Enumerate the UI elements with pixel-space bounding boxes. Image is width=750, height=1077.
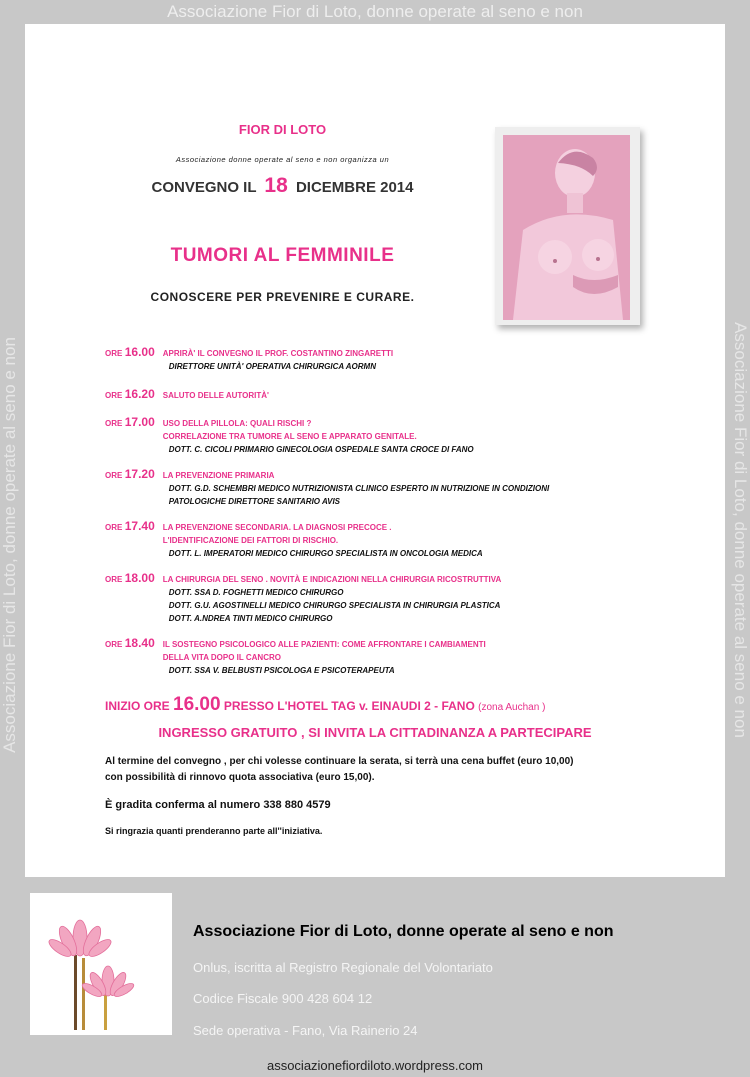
convegno-day: 18: [264, 174, 288, 197]
program-topic: DELLA VITA DOPO IL CANCRO: [162, 653, 281, 662]
website-url: associazionefiordiloto.wordpress.com: [266, 1058, 484, 1073]
watermark-left: Associazione Fior di Loto, donne operate al seno e non: [0, 337, 19, 753]
program-speaker: DOTT. A.NDREA TINTI MEDICO CHIRURGO: [168, 614, 333, 623]
program-time: 18.00: [124, 571, 155, 585]
conferma-line: È gradita conferma al numero 338 880 4579: [105, 799, 331, 811]
footer-panel: [25, 887, 725, 1052]
program-time: 17.40: [124, 519, 155, 533]
program-speaker: DIRETTORE UNITÀ' OPERATIVA CHIRURGICA AORMN: [168, 362, 376, 371]
program-topic: CORRELAZIONE TRA TUMORE AL SENO E APPARATO GENITALE.: [162, 432, 417, 441]
program-topic: IL SOSTEGNO PSICOLOGICO ALLE PAZIENTI: COME AFFRONTARE I CAMBIAMENTI: [162, 640, 486, 649]
statue-image-frame: [495, 127, 640, 325]
program-item: [105, 387, 665, 402]
footer-title: Associazione Fior di Loto, donne operate al seno e non: [193, 923, 614, 940]
program-time: 16.00: [124, 345, 155, 359]
program-item: [105, 636, 665, 677]
flyer-page: [25, 24, 725, 877]
program-topic: L'IDENTIFICAZIONE DEI FATTORI DI RISCHIO.: [162, 536, 339, 545]
inizio-place: PRESSO L'HOTEL TAG v. EINAUDI 2 - FANO: [223, 699, 475, 713]
ringrazia-line: Si ringrazia quanti prenderanno parte all''iniziativa.: [105, 826, 323, 836]
program-speaker: DOTT. C. CICOLI PRIMARIO GINECOLOGIA OSPEDALE SANTA CROCE DI FANO: [168, 445, 474, 454]
program-speaker: DOTT. G.U. AGOSTINELLI MEDICO CHIRURGO SPECIALISTA IN CHIRURGIA PLASTICA: [168, 601, 501, 610]
footer-line-1: Onlus, iscritta al Registro Regionale del Volontariato: [193, 960, 493, 975]
inizio-time: 16.00: [173, 694, 221, 715]
org-subtitle: Associazione donne operate al seno e non organizza un: [175, 155, 390, 164]
program-time: 17.20: [124, 467, 155, 481]
statue-image: [503, 135, 630, 320]
event-tagline: CONOSCERE PER PREVENIRE E CURARE.: [150, 290, 415, 304]
cena-line-2: con possibilità di rinnovo quota associativa (euro 15,00).: [105, 772, 375, 783]
ingresso-line: INGRESSO GRATUITO , SI INVITA LA CITTADINANZA A PARTECIPARE: [158, 725, 592, 740]
convegno-date: [25, 174, 540, 198]
convegno-pre: CONVEGNO IL: [151, 179, 257, 196]
program-speaker: PATOLOGICHE DIRETTORE SANITARIO AVIS: [168, 497, 341, 506]
program-topic: LA PREVENZIONE SECONDARIA. LA DIAGNOSI PRECOCE .: [162, 523, 392, 532]
org-title: FIOR DI LOTO: [238, 122, 327, 137]
footer-line-2: Codice Fiscale 900 428 604 12: [193, 991, 373, 1006]
program-item: [105, 415, 665, 456]
program-speaker: DOTT. SSA V. BELBUSTI PSICOLOGA E PSICOTERAPEUTA: [168, 666, 395, 675]
inizio-pre: INIZIO ORE: [105, 699, 170, 713]
program-topic: SALUTO DELLE AUTORITÀ': [162, 391, 269, 400]
cena-line-1: Al termine del convegno , per chi volesse continuare la serata, si terrà una cena buffet (euro 10,00): [105, 756, 574, 767]
program-item: [105, 571, 665, 625]
program-topic: LA CHIRURGIA DEL SENO . NOVITÀ E INDICAZIONI NELLA CHIRURGIA RICOSTRUTTIVA: [162, 575, 502, 584]
program-speaker: DOTT. G.D. SCHEMBRI MEDICO NUTRIZIONISTA CLINICO ESPERTO IN NUTRIZIONE IN CONDIZIONI: [168, 484, 550, 493]
footer-line-3: Sede operativa - Fano, Via Rainerio 24: [193, 1023, 418, 1038]
inizio-line: [105, 694, 545, 716]
ore-label: ORE: [105, 523, 123, 532]
ore-label: ORE: [105, 640, 123, 649]
watermark-top: Associazione Fior di Loto, donne operate al seno e non: [167, 2, 583, 21]
ore-label: ORE: [105, 575, 123, 584]
program-item: [105, 467, 665, 508]
program-speaker: DOTT. L. IMPERATORI MEDICO CHIRURGO SPECIALISTA IN ONCOLOGIA MEDICA: [168, 549, 483, 558]
program-speaker: DOTT. SSA D. FOGHETTI MEDICO CHIRURGO: [168, 588, 344, 597]
event-title: TUMORI AL FEMMINILE: [170, 245, 395, 266]
lotus-logo: [30, 893, 172, 1035]
convegno-post: DICEMBRE 2014: [295, 179, 414, 196]
program-time: 17.00: [124, 415, 155, 429]
ore-label: ORE: [105, 391, 123, 400]
program-topic: APRIRÀ' IL CONVEGNO IL PROF. COSTANTINO ZINGARETTI: [162, 349, 394, 358]
ore-label: ORE: [105, 471, 123, 480]
inizio-note: (zona Auchan ): [478, 702, 546, 713]
ore-label: ORE: [105, 349, 123, 358]
program-topic: USO DELLA PILLOLA: QUALI RISCHI ?: [162, 419, 312, 428]
program-topic: LA PREVENZIONE PRIMARIA: [162, 471, 275, 480]
watermark-right: Associazione Fior di Loto, donne operate al seno e non: [731, 322, 750, 738]
program-item: [105, 345, 665, 373]
program-time: 18.40: [124, 636, 155, 650]
program-item: [105, 519, 665, 560]
program-time: 16.20: [124, 387, 155, 401]
ore-label: ORE: [105, 419, 123, 428]
